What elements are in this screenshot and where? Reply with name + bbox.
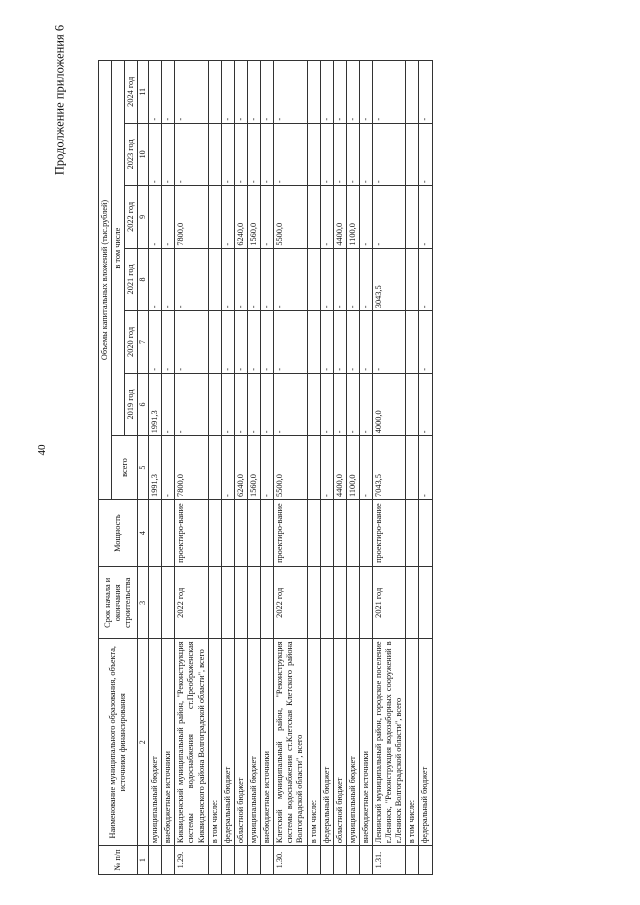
header-year: 2024 год — [125, 61, 138, 124]
row-value: - — [247, 373, 260, 436]
row-number — [333, 846, 346, 875]
row-power — [261, 499, 274, 566]
row-power — [234, 499, 247, 566]
row-power — [346, 499, 359, 566]
row-number: 1.31. — [373, 846, 406, 875]
row-value: 5500,0 — [274, 436, 307, 500]
header-year: 2021 год — [125, 248, 138, 311]
table-row — [208, 61, 221, 875]
column-number: 2 — [138, 639, 149, 846]
row-value: 5500,0 — [274, 186, 307, 249]
row-value — [406, 123, 419, 186]
page-number: 40 — [36, 444, 48, 456]
row-value: - — [419, 61, 432, 124]
table-row — [261, 61, 274, 875]
row-power — [221, 499, 234, 566]
row-name: федеральный бюджет — [419, 639, 432, 846]
row-number — [221, 846, 234, 875]
row-value: - — [274, 61, 307, 124]
row-name: муниципальный бюджет — [247, 639, 260, 846]
row-value — [208, 373, 221, 436]
row-number — [419, 846, 432, 875]
continuation-title: Продолжение приложения 6 — [52, 24, 67, 176]
row-value: - — [419, 248, 432, 311]
row-value: - — [149, 186, 162, 249]
row-value: - — [261, 436, 274, 500]
row-value: - — [162, 186, 175, 249]
row-value — [406, 373, 419, 436]
column-number: 1 — [138, 846, 149, 875]
column-number: 3 — [138, 567, 149, 639]
row-term — [333, 567, 346, 639]
header-year: 2023 год — [125, 123, 138, 186]
row-value: - — [221, 123, 234, 186]
row-value — [208, 186, 221, 249]
column-number: 5 — [138, 436, 149, 500]
row-value — [307, 373, 320, 436]
column-number: 6 — [138, 373, 149, 436]
row-name: в том числе: — [307, 639, 320, 846]
row-power — [208, 499, 221, 566]
row-power — [320, 499, 333, 566]
row-value: 4400,0 — [333, 436, 346, 500]
row-value: - — [359, 311, 372, 374]
row-value: - — [333, 123, 346, 186]
header-year: 2020 год — [125, 311, 138, 374]
row-value: 7800,0 — [175, 186, 208, 249]
header-total: всего — [112, 436, 138, 500]
row-value: - — [234, 61, 247, 124]
row-value: - — [261, 123, 274, 186]
row-value: - — [221, 186, 234, 249]
row-value — [307, 123, 320, 186]
row-value: - — [274, 373, 307, 436]
row-power — [307, 499, 320, 566]
row-number: 1.30. — [274, 846, 307, 875]
row-term — [234, 567, 247, 639]
row-value: - — [221, 311, 234, 374]
row-value — [208, 248, 221, 311]
row-value: - — [373, 61, 406, 124]
row-value: - — [162, 373, 175, 436]
row-power — [162, 499, 175, 566]
header-including: в том числе — [112, 61, 125, 436]
row-term — [307, 567, 320, 639]
row-number — [406, 846, 419, 875]
row-value — [307, 436, 320, 500]
header-investment-group: Объемы капитальных вложений (тыс.рублей) — [99, 61, 112, 500]
row-value: - — [162, 123, 175, 186]
row-value: - — [359, 248, 372, 311]
row-value: 3043,5 — [373, 248, 406, 311]
row-name: Киквидзенский муниципальный район, "Реконструкция системы водоснабжения ст.Преображенская Киквидзенского района Волгоградской области", всего — [175, 639, 208, 846]
row-term: 2021 год — [373, 567, 406, 639]
row-number — [307, 846, 320, 875]
row-term: 2022 год — [175, 567, 208, 639]
row-value — [406, 61, 419, 124]
table-row — [221, 61, 234, 875]
row-value: - — [373, 186, 406, 249]
table-row — [320, 61, 333, 875]
row-power — [419, 499, 432, 566]
table-row — [373, 61, 406, 875]
row-power: проектиро-вание — [373, 499, 406, 566]
row-value: - — [149, 311, 162, 374]
row-value: - — [261, 373, 274, 436]
row-value: - — [320, 373, 333, 436]
row-value: 6240,0 — [234, 436, 247, 500]
rotated-table-area — [98, 60, 618, 875]
row-value — [406, 436, 419, 500]
row-value: - — [234, 311, 247, 374]
row-value: - — [234, 373, 247, 436]
table-row — [175, 61, 208, 875]
row-value: - — [320, 61, 333, 124]
row-value: - — [320, 311, 333, 374]
row-number — [320, 846, 333, 875]
row-term: 2022 год — [274, 567, 307, 639]
row-value: - — [373, 311, 406, 374]
row-value — [307, 186, 320, 249]
row-value: - — [234, 248, 247, 311]
row-number — [208, 846, 221, 875]
row-value: - — [247, 311, 260, 374]
row-value: - — [419, 373, 432, 436]
row-number: 1.29. — [175, 846, 208, 875]
row-value: 4000,0 — [373, 373, 406, 436]
row-value — [307, 61, 320, 124]
row-power — [149, 499, 162, 566]
row-value: - — [234, 123, 247, 186]
row-value: 1560,0 — [247, 436, 260, 500]
row-name: областной бюджет — [333, 639, 346, 846]
row-value: - — [419, 186, 432, 249]
row-value: - — [346, 123, 359, 186]
row-term — [221, 567, 234, 639]
table-row — [274, 61, 307, 875]
header-year: 2022 год — [125, 186, 138, 249]
row-name: внебюджетные источники — [359, 639, 372, 846]
row-value: - — [346, 248, 359, 311]
row-value: - — [373, 123, 406, 186]
row-number — [149, 846, 162, 875]
row-value: - — [333, 248, 346, 311]
row-term — [162, 567, 175, 639]
row-name: Ленинский муниципальный район, городское поселение г.Ленинск, "Реконструкция водозаборных сооружений в г.Ленинск Волгоградской области", всего — [373, 639, 406, 846]
row-number — [261, 846, 274, 875]
table-row — [162, 61, 175, 875]
column-number: 10 — [138, 123, 149, 186]
row-value — [406, 186, 419, 249]
header-number: № п/п — [99, 846, 138, 875]
row-value — [406, 248, 419, 311]
row-value: - — [149, 61, 162, 124]
column-number: 7 — [138, 311, 149, 374]
row-number — [346, 846, 359, 875]
row-value: 1991,3 — [149, 436, 162, 500]
row-power — [333, 499, 346, 566]
table-body — [149, 61, 433, 875]
row-value: - — [162, 311, 175, 374]
row-name: в том числе: — [406, 639, 419, 846]
row-power — [359, 499, 372, 566]
header-name: Наименование муниципального образования, объекта, источники финансирования — [99, 639, 138, 846]
row-value — [208, 123, 221, 186]
capital-investment-table — [98, 60, 433, 875]
row-value: - — [247, 248, 260, 311]
row-value: - — [346, 61, 359, 124]
row-value: - — [175, 373, 208, 436]
row-value: - — [320, 186, 333, 249]
column-number: 9 — [138, 186, 149, 249]
row-value: - — [320, 123, 333, 186]
row-value: - — [175, 248, 208, 311]
row-value: - — [221, 373, 234, 436]
row-term — [320, 567, 333, 639]
row-term — [419, 567, 432, 639]
row-value: - — [274, 248, 307, 311]
row-value: - — [247, 123, 260, 186]
row-name: муниципальный бюджет — [346, 639, 359, 846]
row-value: 6240,0 — [234, 186, 247, 249]
row-value: - — [221, 436, 234, 500]
row-name: муниципальный бюджет — [149, 639, 162, 846]
row-power: проектиро-вание — [274, 499, 307, 566]
column-number: 8 — [138, 248, 149, 311]
row-value: - — [274, 311, 307, 374]
row-value: 7043,5 — [373, 436, 406, 500]
row-value: - — [261, 186, 274, 249]
row-value: - — [162, 61, 175, 124]
row-value: - — [346, 311, 359, 374]
table-row — [346, 61, 359, 875]
header-power: Мощность — [99, 499, 138, 566]
row-value: - — [175, 123, 208, 186]
table-row — [149, 61, 162, 875]
row-value: - — [333, 61, 346, 124]
header-term: Срок начала и окончания строительства — [99, 567, 138, 639]
row-value: - — [221, 61, 234, 124]
table-row — [307, 61, 320, 875]
row-value: 7800,0 — [175, 436, 208, 500]
row-term — [261, 567, 274, 639]
row-value: - — [346, 373, 359, 436]
row-power — [406, 499, 419, 566]
row-term — [406, 567, 419, 639]
row-value: 4400,0 — [333, 186, 346, 249]
row-term — [208, 567, 221, 639]
row-value — [208, 311, 221, 374]
row-term — [149, 567, 162, 639]
row-value: 1560,0 — [247, 186, 260, 249]
row-value: - — [261, 61, 274, 124]
row-number — [162, 846, 175, 875]
row-value: - — [320, 436, 333, 500]
row-value: - — [419, 311, 432, 374]
row-value: - — [359, 186, 372, 249]
table-row — [419, 61, 432, 875]
row-value: - — [333, 311, 346, 374]
row-term — [346, 567, 359, 639]
row-value: - — [175, 61, 208, 124]
row-name: областной бюджет — [234, 639, 247, 846]
row-term — [359, 567, 372, 639]
table-row — [406, 61, 419, 875]
table-row — [234, 61, 247, 875]
row-value: - — [162, 436, 175, 500]
row-value: - — [333, 373, 346, 436]
row-value — [208, 436, 221, 500]
table-row — [247, 61, 260, 875]
row-name: Клетский муниципальный район, "Реконструкция системы водоснабжения ст.Клетская Клетского района Волгоградской области", всего — [274, 639, 307, 846]
row-value: - — [359, 436, 372, 500]
row-term — [247, 567, 260, 639]
row-number — [234, 846, 247, 875]
row-value: - — [419, 436, 432, 500]
row-value: - — [261, 311, 274, 374]
row-name: федеральный бюджет — [320, 639, 333, 846]
row-value: - — [419, 123, 432, 186]
row-name: внебюджетные источники — [162, 639, 175, 846]
column-number: 11 — [138, 61, 149, 124]
row-value: 1100,0 — [346, 436, 359, 500]
row-name: федеральный бюджет — [221, 639, 234, 846]
row-value: - — [359, 123, 372, 186]
table-row — [333, 61, 346, 875]
row-number — [247, 846, 260, 875]
row-value — [307, 311, 320, 374]
row-value: - — [149, 248, 162, 311]
row-value: - — [359, 61, 372, 124]
header-year: 2019 год — [125, 373, 138, 436]
row-value: - — [261, 248, 274, 311]
row-power: проектиро-вание — [175, 499, 208, 566]
row-name: в том числе: — [208, 639, 221, 846]
row-power — [247, 499, 260, 566]
row-value — [208, 61, 221, 124]
row-value: - — [274, 123, 307, 186]
row-number — [359, 846, 372, 875]
row-value: - — [175, 311, 208, 374]
row-value: - — [149, 123, 162, 186]
row-value: - — [247, 61, 260, 124]
row-value: - — [221, 248, 234, 311]
table-row — [359, 61, 372, 875]
row-value: 1991,3 — [149, 373, 162, 436]
row-value: 1100,0 — [346, 186, 359, 249]
row-value — [307, 248, 320, 311]
column-number: 4 — [138, 499, 149, 566]
row-name: внебюджетные источники — [261, 639, 274, 846]
row-value — [406, 311, 419, 374]
row-value: - — [359, 373, 372, 436]
row-value: - — [320, 248, 333, 311]
row-value: - — [162, 248, 175, 311]
